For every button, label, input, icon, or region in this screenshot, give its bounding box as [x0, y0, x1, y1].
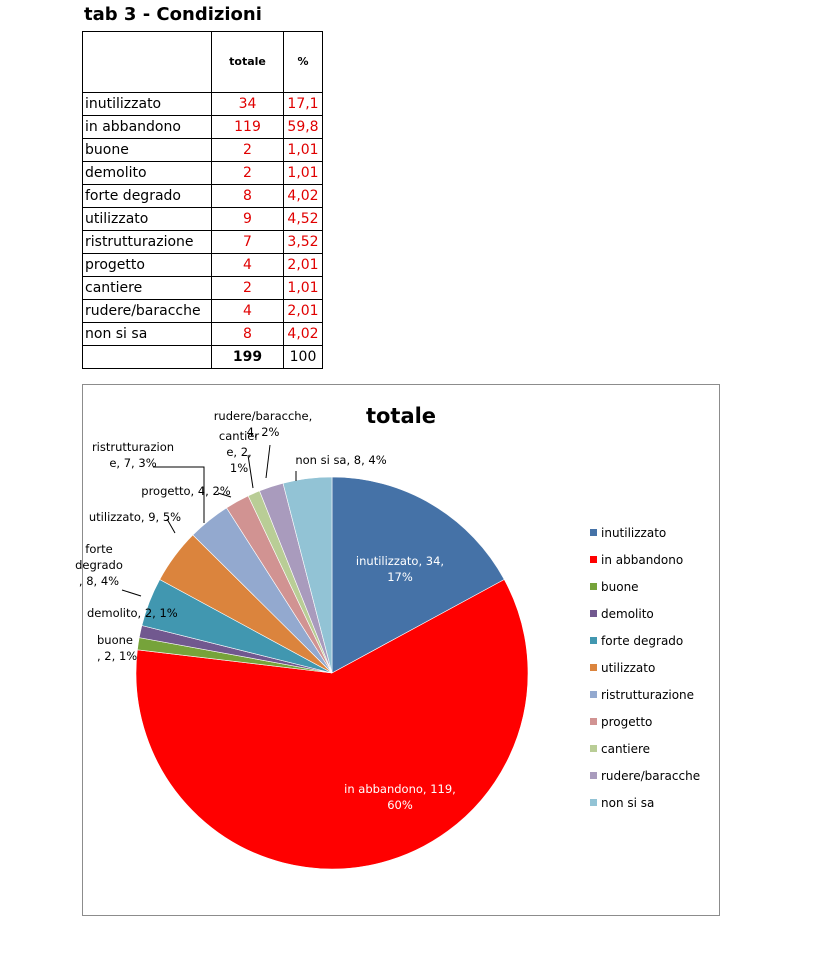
legend-swatch	[590, 637, 597, 644]
legend-label: in abbandono	[601, 553, 684, 567]
row-percent: 1,01	[284, 277, 323, 300]
legend-label: utilizzato	[601, 661, 656, 675]
data-label: buone , 2, 1%	[97, 633, 138, 663]
legend-swatch	[590, 772, 597, 779]
row-count: 34	[212, 93, 284, 116]
pie-chart	[75, 385, 719, 915]
row-count: 7	[212, 231, 284, 254]
legend-swatch	[590, 610, 597, 617]
row-percent: 1,01	[284, 139, 323, 162]
table-row	[83, 277, 323, 300]
legend-label: demolito	[601, 607, 654, 621]
row-label: buone	[83, 139, 212, 162]
legend-label: buone	[601, 580, 639, 594]
legend-label: ristrutturazione	[601, 688, 695, 702]
row-count: 4	[212, 300, 284, 323]
legend-swatch	[590, 799, 597, 806]
row-percent: 1,01	[284, 162, 323, 185]
row-percent: 59,8	[284, 116, 323, 139]
table-row	[83, 231, 323, 254]
legend-swatch	[590, 583, 597, 590]
legend-label: non si sa	[601, 796, 655, 810]
header-cell: totale	[212, 32, 284, 93]
row-label: inutilizzato	[83, 93, 212, 116]
data-label: utilizzato, 9, 5%	[88, 510, 182, 524]
row-label: non si sa	[83, 323, 212, 346]
row-count: 8	[212, 185, 284, 208]
header-cell: %	[284, 32, 323, 93]
row-count: 2	[212, 277, 284, 300]
row-percent: 3,52	[284, 231, 323, 254]
legend-label: rudere/baracche	[601, 769, 701, 783]
row-percent: 2,01	[284, 254, 323, 277]
chart-title: totale	[365, 404, 437, 428]
legend-label: progetto	[601, 715, 653, 729]
row-percent: 2,01	[284, 300, 323, 323]
table-row	[83, 93, 323, 116]
row-label: rudere/baracche	[83, 300, 212, 323]
row-count: 2	[212, 139, 284, 162]
conditions-table	[82, 31, 323, 369]
data-label: demolito, 2, 1%	[87, 606, 178, 620]
legend-label: cantiere	[601, 742, 651, 756]
row-percent: 4,02	[284, 185, 323, 208]
total-percent: 100	[284, 346, 323, 369]
data-label: in abbandono, 119, 60%	[344, 782, 456, 812]
data-label: progetto, 4, 2%	[141, 484, 231, 498]
header-cell	[83, 32, 212, 93]
row-percent: 4,52	[284, 208, 323, 231]
table-row	[83, 162, 323, 185]
leader-line	[122, 590, 141, 596]
leader-line	[266, 445, 270, 478]
table-row	[83, 254, 323, 277]
leader-line	[248, 455, 253, 488]
total-count: 199	[212, 346, 284, 369]
table-title: tab 3 - Condizioni	[84, 4, 262, 25]
data-label: ristrutturazion e, 7, 3%	[91, 440, 175, 470]
total-label	[83, 346, 212, 369]
legend-swatch	[590, 718, 597, 725]
data-label: rudere/baracche, 4, 2%	[213, 409, 313, 439]
row-label: forte degrado	[83, 185, 212, 208]
row-count: 2	[212, 162, 284, 185]
data-label: cantier e, 2, 1%	[218, 429, 260, 475]
row-label: cantiere	[83, 277, 212, 300]
table-row	[83, 208, 323, 231]
legend-swatch	[590, 556, 597, 563]
row-count: 4	[212, 254, 284, 277]
table-row	[83, 323, 323, 346]
legend-swatch	[590, 664, 597, 671]
table-row	[83, 139, 323, 162]
legend-swatch	[590, 529, 597, 536]
legend-label: forte degrado	[601, 634, 684, 648]
table-row	[83, 116, 323, 139]
row-count: 9	[212, 208, 284, 231]
table-header-row	[83, 32, 323, 93]
legend-swatch	[590, 745, 597, 752]
data-label: non si sa, 8, 4%	[295, 453, 387, 467]
row-label: in abbandono	[83, 116, 212, 139]
table-total-row	[83, 346, 323, 369]
table-body	[83, 93, 323, 346]
row-count: 119	[212, 116, 284, 139]
row-label: demolito	[83, 162, 212, 185]
table-row	[83, 185, 323, 208]
row-percent: 17,1	[284, 93, 323, 116]
row-label: utilizzato	[83, 208, 212, 231]
row-percent: 4,02	[284, 323, 323, 346]
legend-label: inutilizzato	[601, 526, 667, 540]
data-label: inutilizzato, 34, 17%	[355, 554, 445, 584]
row-label: ristrutturazione	[83, 231, 212, 254]
row-label: progetto	[83, 254, 212, 277]
data-label: forte degrado , 8, 4%	[75, 542, 123, 588]
row-count: 8	[212, 323, 284, 346]
pie-chart-box	[75, 384, 720, 916]
table-row	[83, 300, 323, 323]
legend-swatch	[590, 691, 597, 698]
